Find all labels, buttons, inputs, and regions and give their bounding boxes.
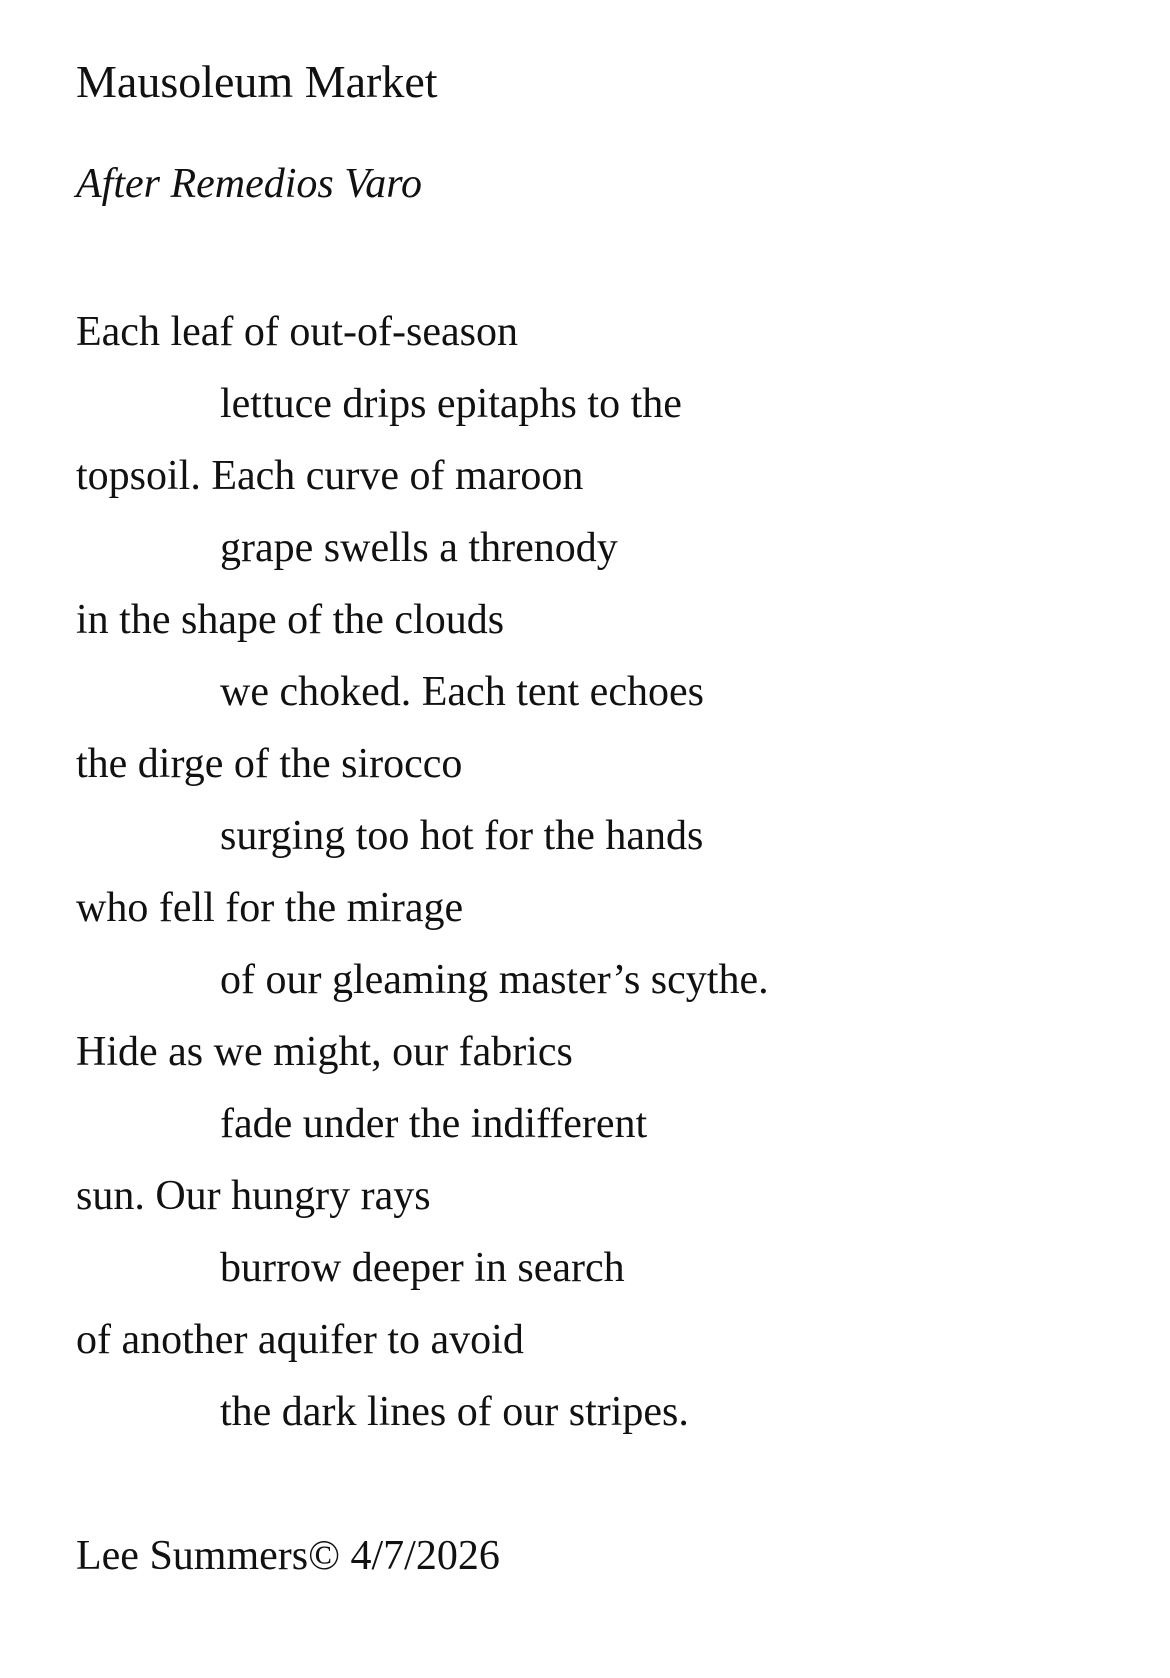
poem-line: who fell for the mirage: [76, 885, 464, 931]
poem-dedication: After Remedios Varo: [76, 161, 423, 207]
poem-line: the dark lines of our stripes.: [220, 1389, 689, 1435]
poem-body: [76, 296, 769, 1448]
poem-line: of another aquifer to avoid: [76, 1317, 524, 1363]
poem-line: lettuce drips epitaphs to the: [220, 381, 682, 427]
poem-line: grape swells a threnody: [220, 525, 618, 571]
poem-line: the dirge of the sirocco: [76, 741, 463, 787]
author-signature: Lee Summers© 4/7/2026: [76, 1533, 500, 1579]
poem-line: Hide as we might, our fabrics: [76, 1029, 573, 1075]
poem-line: in the shape of the clouds: [76, 597, 505, 643]
poem-line: Each leaf of out-of-season: [76, 309, 518, 355]
poem-line: fade under the indifferent: [220, 1101, 648, 1147]
poem-line: sun. Our hungry rays: [76, 1173, 431, 1219]
poem-line: of our gleaming master’s scythe.: [220, 957, 769, 1003]
poem-page: [76, 0, 1130, 1678]
poem-line: we choked. Each tent echoes: [220, 669, 704, 715]
poem-title: Mausoleum Market: [76, 56, 438, 107]
poem-line: surging too hot for the hands: [220, 813, 704, 859]
poem-line: topsoil. Each curve of maroon: [76, 453, 584, 499]
poem-line: burrow deeper in search: [220, 1245, 625, 1291]
